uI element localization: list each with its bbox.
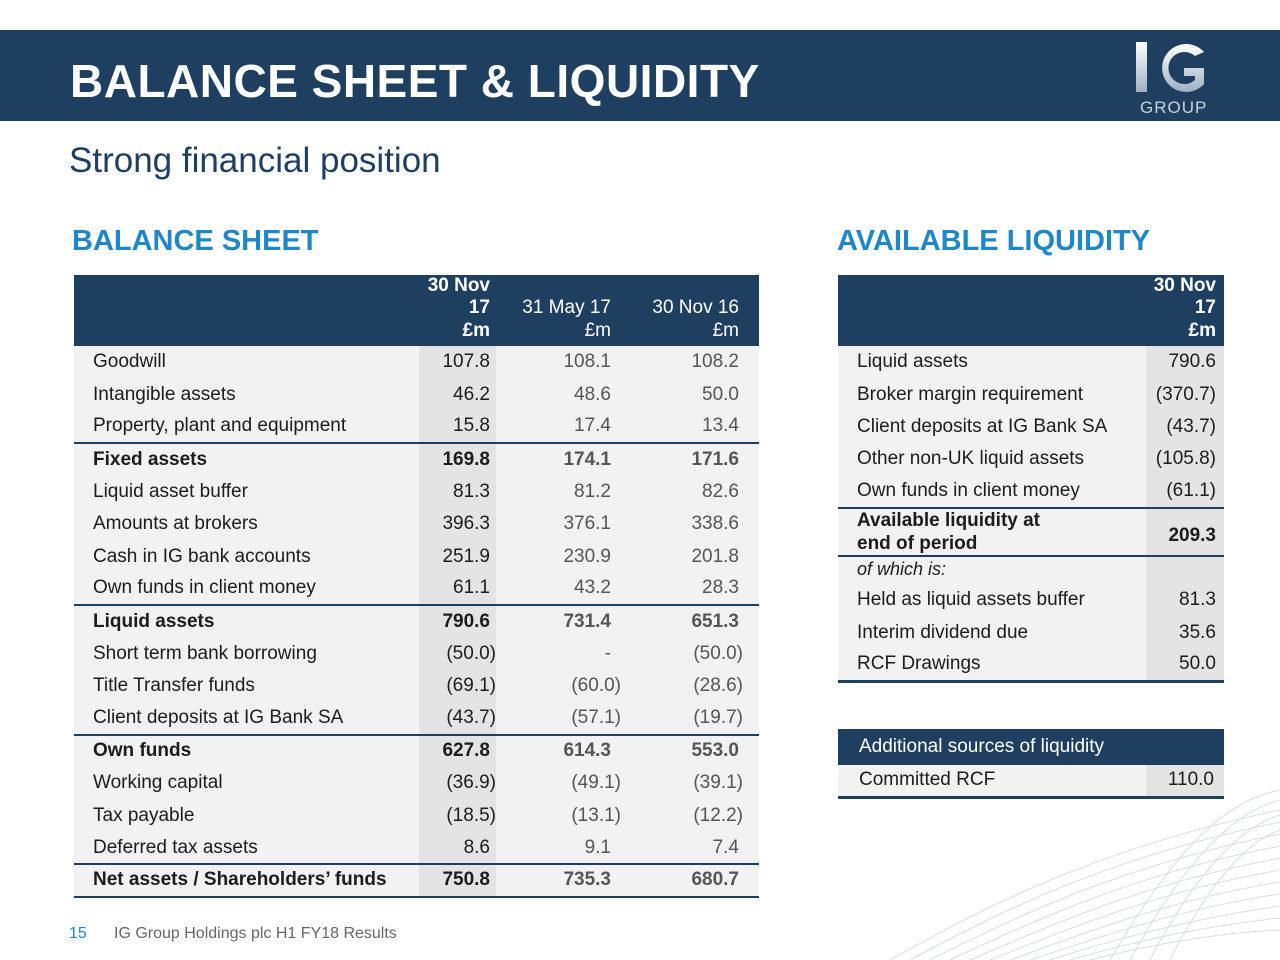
table-row bbox=[74, 378, 759, 410]
row-label: Client deposits at IG Bank SA bbox=[74, 702, 419, 734]
table-row bbox=[74, 508, 759, 540]
cell-value: 230.9 bbox=[496, 540, 621, 572]
cell-value: 251.9 bbox=[419, 540, 496, 572]
row-label: Interim dividend due bbox=[838, 616, 1146, 648]
available-label-line1: Available liquidity at bbox=[857, 509, 1041, 531]
cell-value: 731.4 bbox=[496, 605, 621, 637]
subtotal-row bbox=[74, 443, 759, 475]
balance-sheet-heading: BALANCE SHEET bbox=[72, 225, 319, 257]
row-label: Held as liquid assets buffer bbox=[838, 584, 1146, 616]
table-row bbox=[74, 573, 759, 605]
cell-value: 81.2 bbox=[496, 476, 621, 508]
cell-value: (50.0) bbox=[621, 638, 759, 670]
table-row bbox=[838, 616, 1224, 648]
row-label: Tax payable bbox=[74, 799, 419, 831]
available-liquidity-table bbox=[838, 275, 1224, 683]
cell-value: 627.8 bbox=[419, 735, 496, 767]
cell-value: 790.6 bbox=[1146, 346, 1224, 378]
cell-value: 81.3 bbox=[1146, 584, 1224, 616]
cell-value: 28.3 bbox=[621, 573, 759, 605]
row-label: RCF Drawings bbox=[838, 649, 1146, 681]
cell-value: 790.6 bbox=[419, 605, 496, 637]
of-which-label: of which is: bbox=[838, 556, 1146, 584]
table-row bbox=[74, 832, 759, 864]
logo-wordmark: GROUP bbox=[1140, 98, 1208, 117]
cell-value: 735.3 bbox=[496, 864, 621, 896]
cell-value: 43.2 bbox=[496, 573, 621, 605]
cell-value: 108.1 bbox=[496, 346, 621, 378]
row-label: Working capital bbox=[74, 767, 419, 799]
balance-sheet-table bbox=[74, 275, 759, 898]
page-title: BALANCE SHEET & LIQUIDITY bbox=[70, 55, 760, 107]
row-label: Property, plant and equipment bbox=[74, 411, 419, 443]
cell-value: 750.8 bbox=[419, 864, 496, 896]
row-label: Amounts at brokers bbox=[74, 508, 419, 540]
cell-value: (39.1) bbox=[621, 767, 759, 799]
cell-value: (50.0) bbox=[419, 638, 496, 670]
cell-value: (370.7) bbox=[1146, 378, 1224, 410]
available-label-line2: end of period bbox=[857, 532, 978, 554]
cell-value: 553.0 bbox=[621, 735, 759, 767]
column-unit: £m bbox=[1146, 319, 1224, 346]
cell-value: 107.8 bbox=[419, 346, 496, 378]
table-row bbox=[74, 540, 759, 572]
table-row bbox=[838, 411, 1224, 443]
subtotal-row bbox=[74, 605, 759, 637]
cell-value: 15.8 bbox=[419, 411, 496, 443]
table-row bbox=[838, 584, 1224, 616]
row-label: Other non-UK liquid assets bbox=[838, 443, 1146, 475]
cell-value: 614.3 bbox=[496, 735, 621, 767]
row-label: Committed RCF bbox=[838, 765, 1146, 797]
cell-value: (43.7) bbox=[1146, 411, 1224, 443]
table-row bbox=[74, 346, 759, 378]
cell-blank bbox=[1146, 556, 1224, 584]
cell-value: 338.6 bbox=[621, 508, 759, 540]
cell-value: 396.3 bbox=[419, 508, 496, 540]
cell-value: 110.0 bbox=[1146, 765, 1224, 797]
cell-value: 108.2 bbox=[621, 346, 759, 378]
subtitle: Strong financial position bbox=[69, 141, 441, 180]
cell-value: (69.1) bbox=[419, 670, 496, 702]
cell-value: 174.1 bbox=[496, 443, 621, 475]
footer-text: IG Group Holdings plc H1 FY18 Results bbox=[114, 925, 397, 942]
cell-value: 35.6 bbox=[1146, 616, 1224, 648]
cell-value: 376.1 bbox=[496, 508, 621, 540]
additional-heading: Additional sources of liquidity bbox=[838, 729, 1224, 765]
cell-value: (49.1) bbox=[496, 767, 621, 799]
header-blank bbox=[74, 319, 419, 346]
row-label: Cash in IG bank accounts bbox=[74, 540, 419, 572]
of-which-row bbox=[838, 556, 1224, 584]
row-label: Own funds bbox=[74, 735, 419, 767]
table-row bbox=[838, 443, 1224, 475]
row-label: Title Transfer funds bbox=[74, 670, 419, 702]
total-row bbox=[74, 864, 759, 896]
cell-value: 7.4 bbox=[621, 832, 759, 864]
table-row bbox=[74, 799, 759, 831]
cell-value: (28.6) bbox=[621, 670, 759, 702]
header-blank bbox=[74, 275, 419, 319]
table-row bbox=[74, 411, 759, 443]
cell-value: (60.0) bbox=[496, 670, 621, 702]
column-unit: £m bbox=[621, 319, 759, 346]
cell-value: 48.6 bbox=[496, 378, 621, 410]
cell-value: (105.8) bbox=[1146, 443, 1224, 475]
cell-value: 8.6 bbox=[419, 832, 496, 864]
row-label: Intangible assets bbox=[74, 378, 419, 410]
table-row bbox=[74, 702, 759, 734]
row-label: Short term bank borrowing bbox=[74, 638, 419, 670]
table-row bbox=[74, 670, 759, 702]
cell-value: (13.1) bbox=[496, 799, 621, 831]
cell-value: 169.8 bbox=[419, 443, 496, 475]
cell-value: 171.6 bbox=[621, 443, 759, 475]
cell-value: (61.1) bbox=[1146, 476, 1224, 508]
available-liquidity-row bbox=[838, 508, 1224, 556]
cell-value: - bbox=[496, 638, 621, 670]
available-liquidity-heading: AVAILABLE LIQUIDITY bbox=[837, 225, 1151, 257]
cell-value: 680.7 bbox=[621, 864, 759, 896]
cell-value: 13.4 bbox=[621, 411, 759, 443]
decorative-wave-lines bbox=[830, 790, 1280, 960]
row-label: Net assets / Shareholders’ funds bbox=[74, 864, 419, 896]
table-row bbox=[838, 476, 1224, 508]
table-row bbox=[74, 638, 759, 670]
column-period: 30 Nov 16 bbox=[621, 275, 759, 319]
row-label: Broker margin requirement bbox=[838, 378, 1146, 410]
cell-value: 201.8 bbox=[621, 540, 759, 572]
header-blank bbox=[838, 319, 1146, 346]
row-label: Client deposits at IG Bank SA bbox=[838, 411, 1146, 443]
row-label: Goodwill bbox=[74, 346, 419, 378]
cell-value: 17.4 bbox=[496, 411, 621, 443]
column-unit: £m bbox=[496, 319, 621, 346]
row-label: Fixed assets bbox=[74, 443, 419, 475]
row-label: Liquid assets bbox=[838, 346, 1146, 378]
cell-value: (36.9) bbox=[419, 767, 496, 799]
cell-value: 46.2 bbox=[419, 378, 496, 410]
row-label: Liquid asset buffer bbox=[74, 476, 419, 508]
page-number: 15 bbox=[69, 925, 87, 942]
row-label: Own funds in client money bbox=[838, 476, 1146, 508]
row-label: Own funds in client money bbox=[74, 573, 419, 605]
subtotal-row bbox=[74, 735, 759, 767]
table-row bbox=[74, 767, 759, 799]
cell-value: (12.2) bbox=[621, 799, 759, 831]
cell-value: 81.3 bbox=[419, 476, 496, 508]
row-label bbox=[838, 508, 1146, 556]
cell-value: 9.1 bbox=[496, 832, 621, 864]
column-unit: £m bbox=[419, 319, 496, 346]
cell-value: (18.5) bbox=[419, 799, 496, 831]
cell-value: 651.3 bbox=[621, 605, 759, 637]
column-period: 31 May 17 bbox=[496, 275, 621, 319]
row-label: Liquid assets bbox=[74, 605, 419, 637]
header-blank bbox=[838, 275, 1146, 319]
table-row bbox=[838, 649, 1224, 681]
table-row bbox=[838, 378, 1224, 410]
cell-value: (57.1) bbox=[496, 702, 621, 734]
cell-value: 209.3 bbox=[1146, 508, 1224, 556]
row-label: Deferred tax assets bbox=[74, 832, 419, 864]
additional-liquidity-table bbox=[838, 729, 1224, 799]
cell-value: 50.0 bbox=[621, 378, 759, 410]
column-period: 30 Nov 17 bbox=[1146, 275, 1224, 319]
cell-value: (43.7) bbox=[419, 702, 496, 734]
table-row bbox=[74, 476, 759, 508]
column-period: 30 Nov 17 bbox=[419, 275, 496, 319]
table-row bbox=[838, 346, 1224, 378]
cell-value: 61.1 bbox=[419, 573, 496, 605]
cell-value: 82.6 bbox=[621, 476, 759, 508]
cell-value: 50.0 bbox=[1146, 649, 1224, 681]
cell-value: (19.7) bbox=[621, 702, 759, 734]
